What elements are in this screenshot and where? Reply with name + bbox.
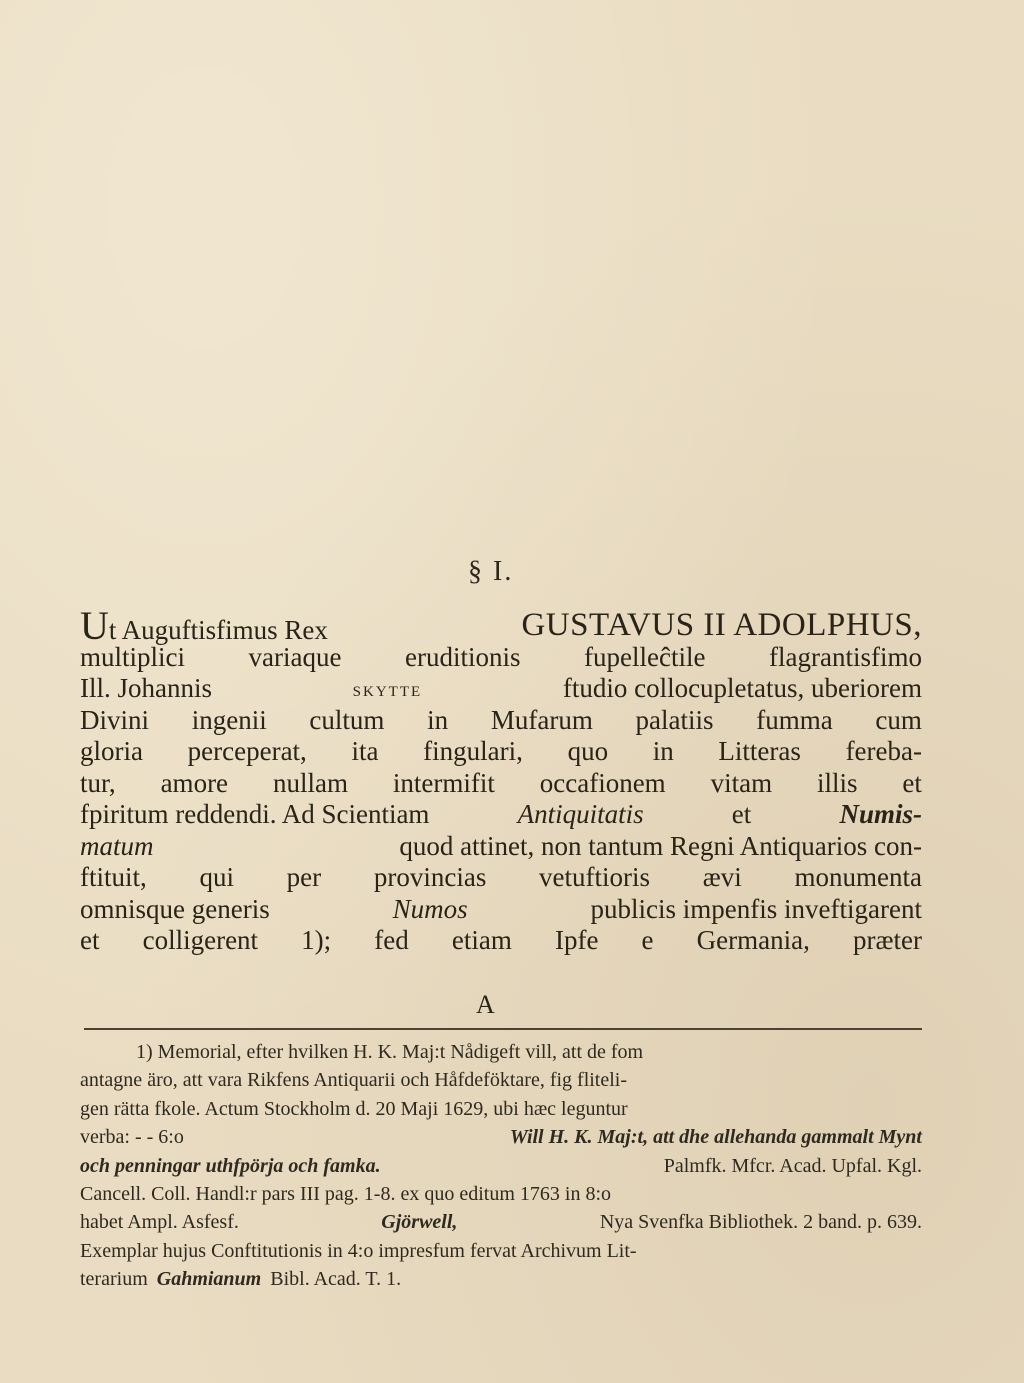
footnote-author: Gahmianum — [156, 1268, 262, 1291]
word: vitam — [710, 767, 773, 798]
word: et — [902, 767, 922, 798]
word: cum — [875, 704, 922, 735]
word: intermifit — [392, 767, 495, 798]
footnote-text: antagne äro, att vara Rikfens Antiquarii och Håfdeföktare, fig fliteli- — [80, 1069, 628, 1092]
italic-term: Antiquitatis — [517, 799, 644, 829]
text-line-4 — [80, 705, 922, 737]
footnote-author: Gjörwell, — [381, 1211, 458, 1234]
footnote-line-4 — [80, 1123, 922, 1151]
word: etiam — [451, 925, 512, 955]
footnote-line-1 — [80, 1038, 922, 1066]
footnote-text: habet Ampl. Asfesf. — [80, 1211, 239, 1234]
footnote-text: 1) Memorial, efter hvilken H. K. Maj:t Nådigeft vill, att de fom — [136, 1041, 644, 1063]
footnote-divider — [84, 1028, 922, 1030]
word: Mufarum — [490, 704, 593, 735]
word: et — [80, 925, 100, 955]
text-line-11 — [80, 925, 922, 957]
text-line-3 — [80, 673, 922, 705]
word: Ipfe — [554, 925, 599, 955]
footnote-line-8 — [80, 1237, 922, 1265]
word: colligerent — [142, 925, 259, 955]
text-line-8 — [80, 831, 922, 863]
footnote-line-7 — [80, 1208, 922, 1236]
word: palatiis — [635, 704, 714, 735]
word: monumenta — [794, 862, 922, 892]
word: præter — [852, 925, 922, 955]
text-line-2 — [80, 642, 922, 674]
word: ftituit, — [80, 862, 147, 892]
footnote-line-3 — [80, 1095, 922, 1123]
text-fragment: ftudio collocupletatus, uberiorem — [562, 673, 922, 703]
footnote-text: Nya Svenfka Bibliothek. 2 band. p. 639. — [599, 1211, 922, 1234]
word: cultum — [309, 704, 385, 735]
italic-term: matum — [80, 830, 154, 861]
text-fragment: omnisque generis — [80, 893, 270, 924]
word: in — [652, 736, 674, 766]
text-fragment: t Auguftisfimus Rex — [108, 615, 328, 645]
word: occafionem — [539, 767, 666, 798]
word: in — [427, 704, 449, 735]
word: e — [641, 925, 654, 955]
footnote-text: gen rätta fkole. Actum Stockholm d. 20 Maji 1629, ubi hæc leguntur — [80, 1097, 628, 1120]
footnote-text: verba: - - 6:o — [80, 1126, 184, 1149]
small-caps-name: skytte — [352, 676, 423, 701]
footnote-line-9 — [80, 1265, 922, 1293]
word: fed — [374, 925, 409, 955]
word: fingulari, — [423, 736, 523, 766]
word: variaque — [248, 641, 342, 672]
word: Divini — [80, 704, 150, 735]
italic-term: Numis- — [839, 799, 922, 829]
word: quo — [567, 736, 609, 766]
word: flagrantisfimo — [769, 641, 922, 672]
footnote-line-5 — [80, 1152, 922, 1180]
word: amore — [160, 767, 229, 798]
word: Germania, — [696, 925, 810, 955]
word: vetuftioris — [539, 862, 651, 892]
word: et — [731, 799, 752, 829]
text-line-5 — [80, 736, 922, 768]
word: tur, — [80, 767, 116, 798]
footnote-text: Bibl. Acad. T. 1. — [270, 1268, 402, 1291]
word: perceperat, — [187, 736, 307, 766]
word: ævi — [702, 862, 742, 892]
footnote-text: terarium — [80, 1268, 148, 1291]
footnote-line-2 — [80, 1066, 922, 1094]
text-fragment: publicis impenfis inveftigarent — [590, 893, 922, 924]
word: ingenii — [191, 704, 267, 735]
word: nullam — [272, 767, 348, 798]
footnote-line-6 — [80, 1180, 922, 1208]
word: per — [286, 862, 322, 892]
footnote-quote: och penningar uthfpörja och famka. — [80, 1154, 381, 1177]
text-line-1 — [80, 603, 922, 648]
footnote-quote: Will H. K. Maj:t, att dhe allehanda gammalt Mynt — [509, 1126, 922, 1149]
word: fupelleĉtile — [584, 641, 706, 672]
drop-cap: U — [80, 603, 109, 648]
word: gloria — [80, 736, 143, 766]
king-name: GUSTAVUS II ADOLPHUS, — [521, 607, 922, 643]
word: qui — [199, 862, 234, 892]
footnote-text: Palmfk. Mfcr. Acad. Upfal. Kgl. — [663, 1154, 922, 1177]
text-line-9 — [80, 862, 922, 894]
word: eruditionis — [405, 641, 521, 672]
word: ita — [351, 736, 379, 766]
word: provincias — [373, 862, 487, 892]
footnote-reference: 1); — [301, 925, 332, 955]
word: multiplici — [80, 641, 185, 672]
main-text — [80, 603, 922, 957]
section-heading: § I. — [468, 556, 514, 587]
word: fumma — [756, 704, 833, 735]
signature-mark: A — [476, 990, 495, 1019]
text-fragment: fpiritum reddendi. Ad Scientiam — [80, 799, 430, 829]
italic-term: Numos — [392, 893, 468, 924]
footnote-text: Cancell. Coll. Handl:r pars III pag. 1-8. ex quo editum 1763 in 8:o — [80, 1182, 612, 1205]
text-line-7 — [80, 799, 922, 831]
text-line-10 — [80, 894, 922, 926]
text-fragment: Ill. Johannis — [80, 673, 212, 703]
footnote-text: Exemplar hujus Conftitutionis in 4:o impresfum fervat Archivum Lit- — [80, 1239, 637, 1262]
text-fragment: quod attinet, non tantum Regni Antiquarios con- — [399, 830, 922, 861]
footnote-block — [80, 1038, 922, 1294]
word: illis — [817, 767, 858, 798]
text-line-6 — [80, 768, 922, 800]
word: Litteras — [718, 736, 801, 766]
word: fereba- — [845, 736, 922, 766]
